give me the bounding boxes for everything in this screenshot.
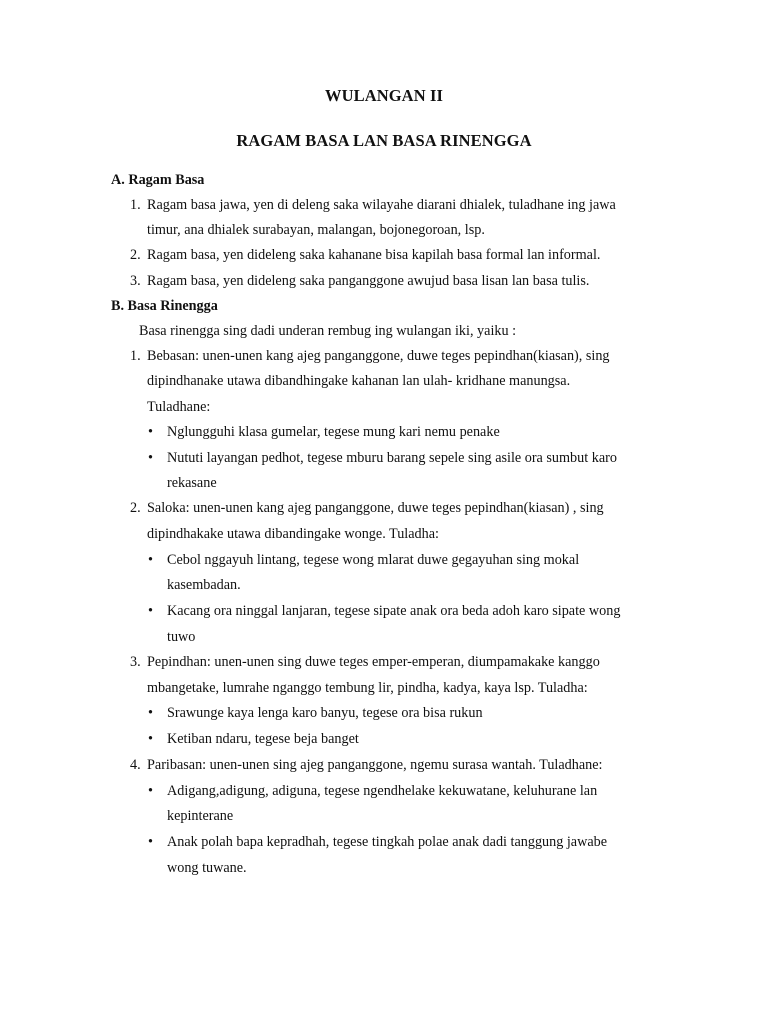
bullet-dot: •	[148, 424, 153, 440]
section-a-item-3-number: 3.	[130, 273, 141, 289]
document-title: WULANGAN II	[325, 86, 443, 105]
section-b-item-1-number: 1.	[130, 348, 141, 364]
section-b-item-1-line-3: Tuladhane:	[147, 399, 211, 415]
bullet-dot: •	[148, 783, 153, 799]
bullet-dot: •	[148, 603, 153, 619]
section-b-item-4-line-1: Paribasan: unen-unen sing ajeg panganggone, ngemu surasa wantah. Tuladhane:	[147, 757, 603, 773]
section-b-item-3-bullet-2-line-1: Ketiban ndaru, tegese beja banget	[167, 731, 359, 747]
section-b-item-2-number: 2.	[130, 500, 141, 516]
section-b-item-1-line-1: Bebasan: unen-unen kang ajeg panganggone, duwe teges pepindhan(kiasan), sing	[147, 348, 610, 364]
document-subtitle: RAGAM BASA LAN BASA RINENGGA	[236, 131, 532, 150]
section-b-item-2-bullet-2-line-2: tuwo	[167, 629, 196, 645]
bullet-dot: •	[148, 731, 153, 747]
section-b-item-4-bullet-1-line-2: kepinterane	[167, 808, 234, 824]
section-b-heading: B. Basa Rinengga	[111, 298, 218, 314]
section-a-heading: A. Ragam Basa	[111, 172, 205, 188]
section-b-item-1-bullet-2-line-2: rekasane	[167, 475, 217, 491]
section-b-item-2-bullet-1-line-2: kasembadan.	[167, 577, 241, 593]
section-b-item-4-bullet-2-line-1: Anak polah bapa kepradhah, tegese tingkah polae anak dadi tanggung jawabe	[167, 834, 608, 850]
section-b-item-2-bullet-1-line-1: Cebol nggayuh lintang, tegese wong mlarat duwe gegayuhan sing mokal	[167, 552, 580, 568]
bullet-dot: •	[148, 834, 153, 850]
section-b-item-4-bullet-2-line-2: wong tuwane.	[167, 860, 247, 876]
section-a-item-2-line-1: Ragam basa, yen dideleng saka kahanane bisa kapilah basa formal lan informal.	[147, 247, 601, 263]
section-b-intro: Basa rinengga sing dadi underan rembug ing wulangan iki, yaiku :	[139, 323, 517, 339]
section-b-item-3-number: 3.	[130, 654, 141, 670]
section-a-item-2-number: 2.	[130, 247, 141, 263]
bullet-dot: •	[148, 705, 153, 721]
section-a-item-1-line-2: timur, ana dhialek surabayan, malangan, bojonegoroan, lsp.	[147, 222, 485, 238]
section-b-item-1-line-2: dipindhanake utawa dibandhingake kahanan lan ulah- kridhane manungsa.	[147, 373, 571, 389]
bullet-dot: •	[148, 552, 153, 568]
section-a-item-1-line-1: Ragam basa jawa, yen di deleng saka wilayahe diarani dhialek, tuladhane ing jawa	[147, 197, 616, 213]
section-b-item-1-bullet-1-line-1: Nglungguhi klasa gumelar, tegese mung kari nemu penake	[167, 424, 500, 440]
section-b-item-3-line-1: Pepindhan: unen-unen sing duwe teges emper-emperan, diumpamakake kanggo	[147, 654, 600, 670]
section-b-item-2-line-2: dipindhakake utawa dibandingake wonge. Tuladha:	[147, 526, 439, 542]
bullet-dot: •	[148, 450, 153, 466]
section-b-item-2-bullet-2-line-1: Kacang ora ninggal lanjaran, tegese sipate anak ora beda adoh karo sipate wong	[167, 603, 621, 619]
section-b-item-3-line-2: mbangetake, lumrahe nganggo tembung lir, pindha, kadya, kaya lsp. Tuladha:	[147, 680, 588, 696]
section-b-item-2-line-1: Saloka: unen-unen kang ajeg panganggone, duwe teges pepindhan(kiasan) , sing	[147, 500, 604, 516]
section-b-item-3-bullet-1-line-1: Srawunge kaya lenga karo banyu, tegese ora bisa rukun	[167, 705, 483, 721]
section-b-item-4-number: 4.	[130, 757, 141, 773]
section-b-item-4-bullet-1-line-1: Adigang,adigung, adiguna, tegese ngendhelake kekuwatane, keluhurane lan	[167, 783, 598, 799]
section-b-item-1-bullet-2-line-1: Nututi layangan pedhot, tegese mburu barang sepele sing asile ora sumbut karo	[167, 450, 617, 466]
section-a-item-1-number: 1.	[130, 197, 141, 213]
section-a-item-3-line-1: Ragam basa, yen dideleng saka panganggone awujud basa lisan lan basa tulis.	[147, 273, 590, 289]
